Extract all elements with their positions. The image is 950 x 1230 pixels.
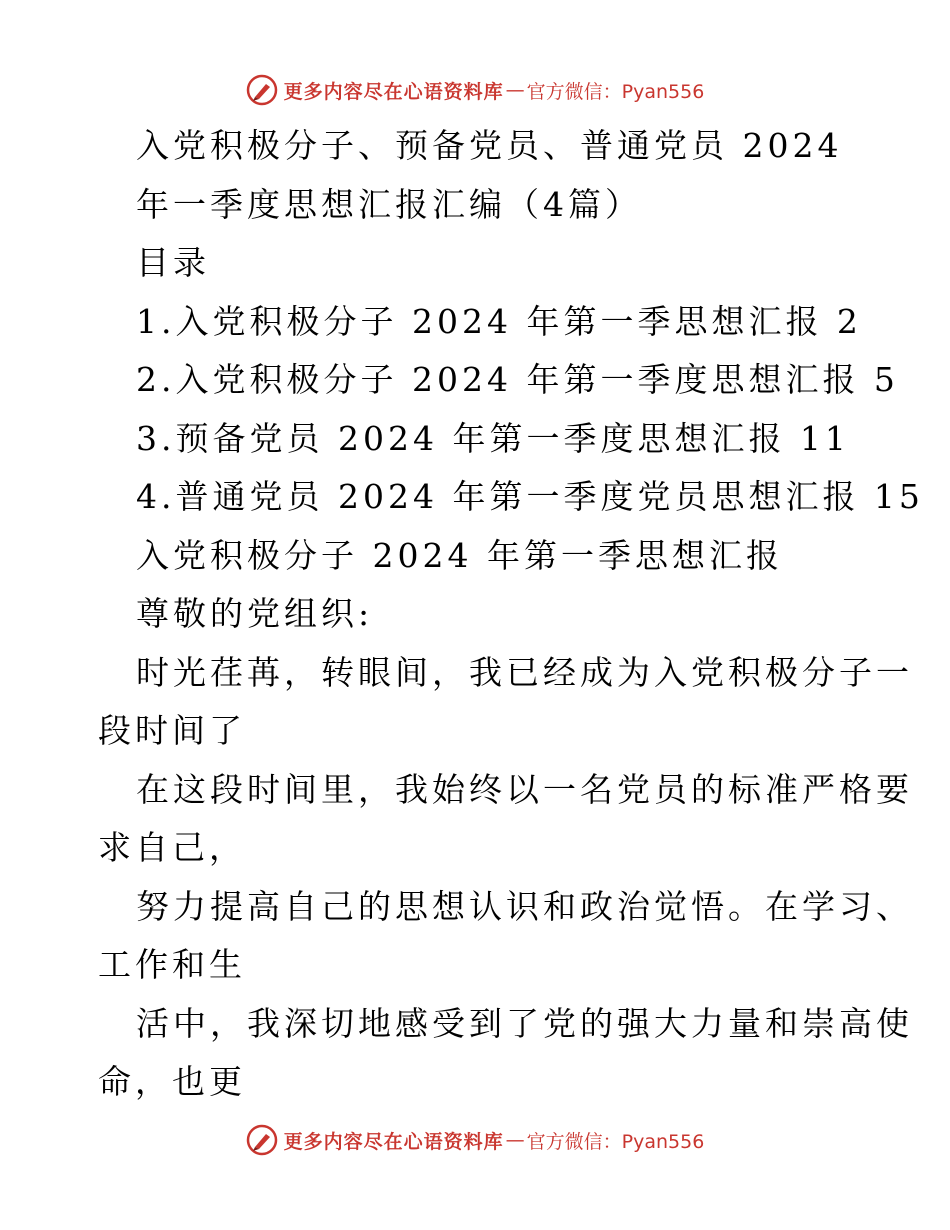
doc-title-line-2: 年一季度思想汇报汇编（4篇） [136,184,642,224]
pen-logo-icon [246,74,278,106]
body-line: 努力提高自己的思想认识和政治觉悟。在学习、 [136,886,913,926]
body-line: 命，也更 [98,1062,246,1101]
pen-logo-icon [246,1124,278,1156]
toc-heading: 目录 [136,243,210,282]
banner-separator: — [505,79,525,101]
banner-brand: 更多内容尽在心语资料库 [283,80,504,103]
body-line: 求自己， [98,828,246,867]
footer-banner [0,1120,950,1160]
toc-item-2: 2.入党积极分子 2024 年第一季度思想汇报 5 [136,360,899,399]
body-line: 段时间了 [98,711,246,750]
toc-item-3: 3.预备党员 2024 年第一季度思想汇报 11 [136,418,850,458]
body-line: 在这段时间里，我始终以一名党员的标准严格要 [136,769,913,809]
header-banner [0,70,950,110]
body-line: 时光荏苒，转眼间，我已经成为入党积极分子一 [136,652,913,692]
toc-item-1: 1.入党积极分子 2024 年第一季思想汇报 2 [136,301,862,341]
toc-item-4: 4.普通党员 2024 年第一季度党员思想汇报 15 [136,477,924,516]
doc-title-line-1: 入党积极分子、预备党员、普通党员 2024 [136,126,843,165]
banner-separator: — [505,1129,525,1151]
body-line: 工作和生 [98,945,246,984]
banner-contact: 官方微信：Pyan556 [526,1130,705,1153]
document-body [0,117,950,1112]
salutation: 尊敬的党组织: [136,594,374,633]
section-heading: 入党积极分子 2024 年第一季思想汇报 [136,535,783,575]
body-line: 活中，我深切地感受到了党的强大力量和崇高使 [136,1003,913,1043]
banner-brand: 更多内容尽在心语资料库 [283,1130,504,1153]
banner-contact: 官方微信：Pyan556 [526,80,705,103]
